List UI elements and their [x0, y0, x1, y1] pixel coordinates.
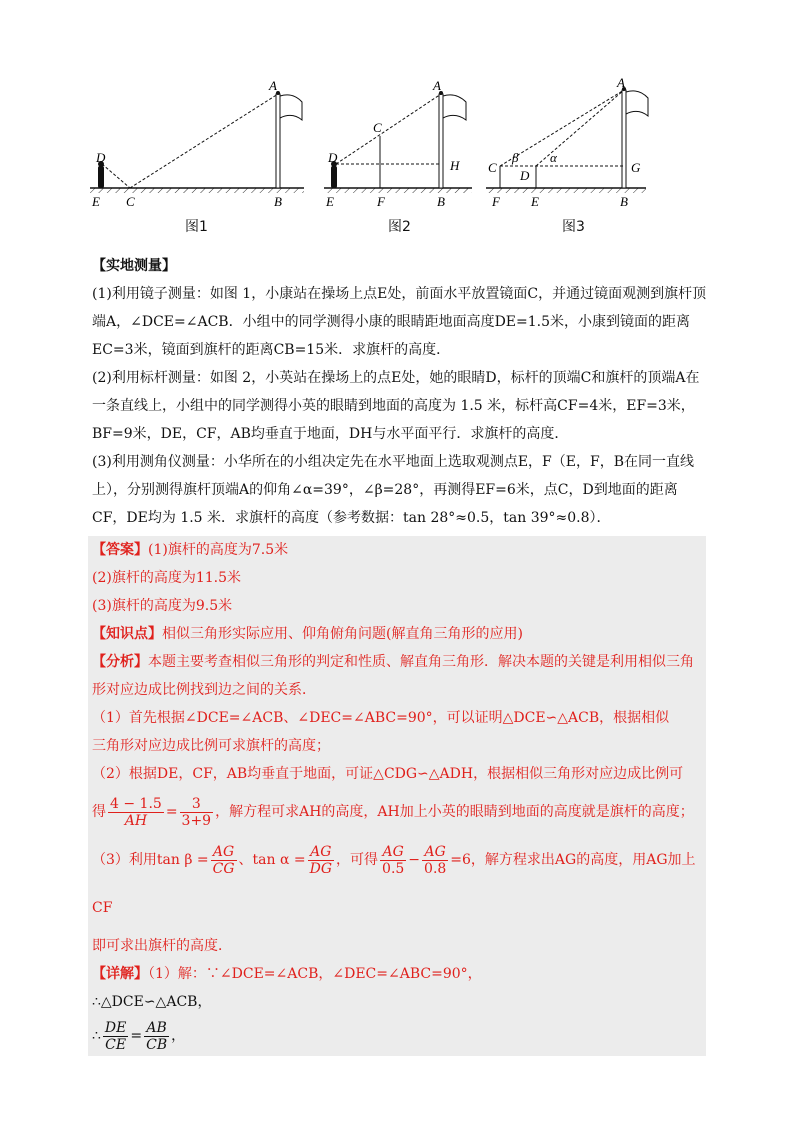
denominator: CE — [105, 1036, 127, 1053]
question-2-line-2: 一条直线上，小组中的同学测得小英的眼睛到地面的高度为 1.5 米，标杆高CF=4米，EF=3米， — [92, 398, 695, 414]
fraction — [144, 1020, 169, 1053]
analysis-step-2b — [92, 788, 702, 836]
fig3-label-C: C — [488, 160, 497, 175]
fig1-label-E: E — [92, 194, 100, 209]
figure-3-caption: 图3 — [562, 219, 585, 235]
denominator: 0.8 — [424, 860, 447, 877]
question-2-line-1: (2)利用标杆测量：如图 2，小英站在操场上的点E处，她的眼睛D，标杆的顶端C和旗杆的顶端A在 — [92, 370, 700, 386]
answer-2: (2)旗杆的高度为11.5米 — [92, 570, 242, 586]
fraction — [308, 844, 334, 877]
fig3-label-alpha: α — [550, 150, 557, 165]
fig2-label-B: B — [437, 194, 445, 209]
text: ，可得 — [336, 852, 379, 868]
person-icon — [331, 161, 337, 188]
detail-line-1: （1）解：∵∠DCE=∠ACB，∠DEC=∠ABC=90°， — [148, 966, 482, 982]
numerator: AB — [144, 1020, 169, 1037]
analysis-line-1: 本题主要考查相似三角形的判定和性质、解直角三角形．解决本题的关键是利用相似三角 — [148, 654, 694, 670]
analysis-line-2: 形对应边成比例找到边之间的关系． — [92, 682, 316, 698]
text: =6，解方程求出AG的高度，用AG加上CF — [92, 852, 696, 916]
question-3-line-3: CF，DE均为 1.5 米．求旗杆的高度（参考数据：tan 28°≈0.5，tan 39°≈0.8）． — [92, 510, 611, 526]
numerator: AG — [422, 844, 448, 861]
fig3-label-beta: β — [512, 150, 519, 165]
knowledge-tag: 【知识点】 — [92, 626, 162, 642]
numerator: 3 — [180, 796, 214, 813]
minus: − — [408, 852, 421, 868]
knowledge-text: 相似三角形实际应用、仰角俯角问题(解直角三角形的应用) — [162, 626, 523, 642]
figure-2 — [324, 78, 472, 209]
fig1-label-A: A — [269, 78, 277, 93]
numerator: DE — [104, 1019, 127, 1036]
fig2-label-D: D — [328, 150, 338, 165]
fig2-label-H: H — [450, 158, 460, 173]
fig1-label-C: C — [126, 194, 135, 209]
question-3-line-2: 上），分别测得旗杆顶端A的仰角∠α=39°，∠β=28°，再测得EF=6米，点C，D到地面的距离 — [92, 482, 678, 498]
text: ∴ — [92, 1028, 101, 1044]
equals: = — [130, 1028, 143, 1044]
answer-3: (3)旗杆的高度为9.5米 — [92, 598, 233, 614]
numerator: AG — [308, 844, 334, 861]
section-title: 【实地测量】 — [92, 258, 176, 274]
fig3-label-E: E — [531, 194, 539, 209]
denominator: CB — [146, 1036, 168, 1053]
fig2-label-E: E — [326, 194, 334, 209]
question-2-line-3: BF=9米，DE，CF，AB均垂直于地面，DH与水平面平行．求旗杆的高度． — [92, 426, 569, 442]
figure-1 — [90, 78, 304, 209]
analysis-step-1a: （1）首先根据∠DCE=∠ACB、∠DEC=∠ABC=90°，可以证明△DCE∽△ACB，根据相似 — [92, 710, 670, 726]
denominator: 0.5 — [382, 860, 405, 877]
equals: = — [165, 804, 178, 820]
numerator: AG — [380, 844, 406, 861]
text: 得 — [92, 804, 106, 820]
denominator: AH — [124, 812, 148, 829]
figure-1-caption: 图1 — [185, 219, 208, 235]
fig3-label-B: B — [620, 194, 628, 209]
detail-line-2: ∴△DCE∽△ACB， — [92, 994, 212, 1010]
question-1-line-2: 端A，∠DCE=∠ACB．小组中的同学测得小康的眼睛距地面高度DE=1.5米，小康到镜面的距离 — [92, 314, 691, 330]
analysis-tag: 【分析】 — [92, 654, 148, 670]
detail-tag: 【详解】 — [92, 966, 148, 982]
text: （3）利用tan β = — [92, 852, 209, 868]
answer-tag: 【答案】 — [92, 542, 148, 558]
fraction — [108, 796, 164, 829]
fig3-label-F: F — [492, 194, 500, 209]
analysis-step-2a: （2）根据DE，CF，AB均垂直于地面，可证△CDG∽△ADH，根据相似三角形对应边成比例可 — [92, 766, 684, 782]
fig2-label-A: A — [433, 78, 441, 93]
analysis-step-3 — [92, 836, 702, 932]
fig3-label-D: D — [520, 168, 530, 183]
fraction — [422, 844, 448, 877]
detail-line-3 — [92, 1016, 702, 1056]
fraction — [103, 1020, 128, 1053]
question-1-line-3: EC=3米，镜面到旗杆的距离CB=15米．求旗杆的高度． — [92, 342, 451, 358]
fig3-label-G: G — [631, 160, 641, 175]
answer-block — [88, 536, 706, 1056]
numerator: AG — [211, 844, 237, 861]
analysis-step-3b: 即可求出旗杆的高度． — [92, 938, 232, 954]
answer-1: (1)旗杆的高度为7.5米 — [148, 542, 289, 558]
document-body — [92, 252, 710, 1056]
denominator: CG — [212, 860, 235, 877]
text: ， — [171, 1028, 186, 1044]
fraction — [180, 796, 214, 829]
text: 、tan α = — [238, 852, 306, 868]
fraction — [380, 844, 406, 877]
numerator: 4 − 1.5 — [110, 795, 162, 812]
fig2-label-C: C — [373, 120, 382, 135]
fig3-label-A: A — [617, 76, 625, 90]
fraction — [211, 844, 237, 877]
fig1-label-B: B — [274, 194, 282, 209]
fig2-label-F: F — [377, 194, 385, 209]
question-3-line-1: (3)利用测角仪测量：小华所在的小组决定先在水平地面上选取观测点E，F（E，F，B在同一直线 — [92, 454, 694, 470]
figure-2-caption: 图2 — [388, 219, 411, 235]
analysis-step-1b: 三角形对应边成比例可求旗杆的高度； — [92, 738, 330, 754]
figure-3 — [486, 76, 648, 209]
denominator: 3+9 — [181, 812, 212, 829]
text: ，解方程可求AH的高度，AH加上小英的眼睛到地面的高度就是旗杆的高度； — [215, 804, 694, 820]
denominator: DG — [309, 860, 333, 877]
question-1-line-1: (1)利用镜子测量：如图 1，小康站在操场上点E处，前面水平放置镜面C，并通过镜面观测到旗杆顶 — [92, 286, 707, 302]
fig1-label-D: D — [96, 150, 106, 165]
